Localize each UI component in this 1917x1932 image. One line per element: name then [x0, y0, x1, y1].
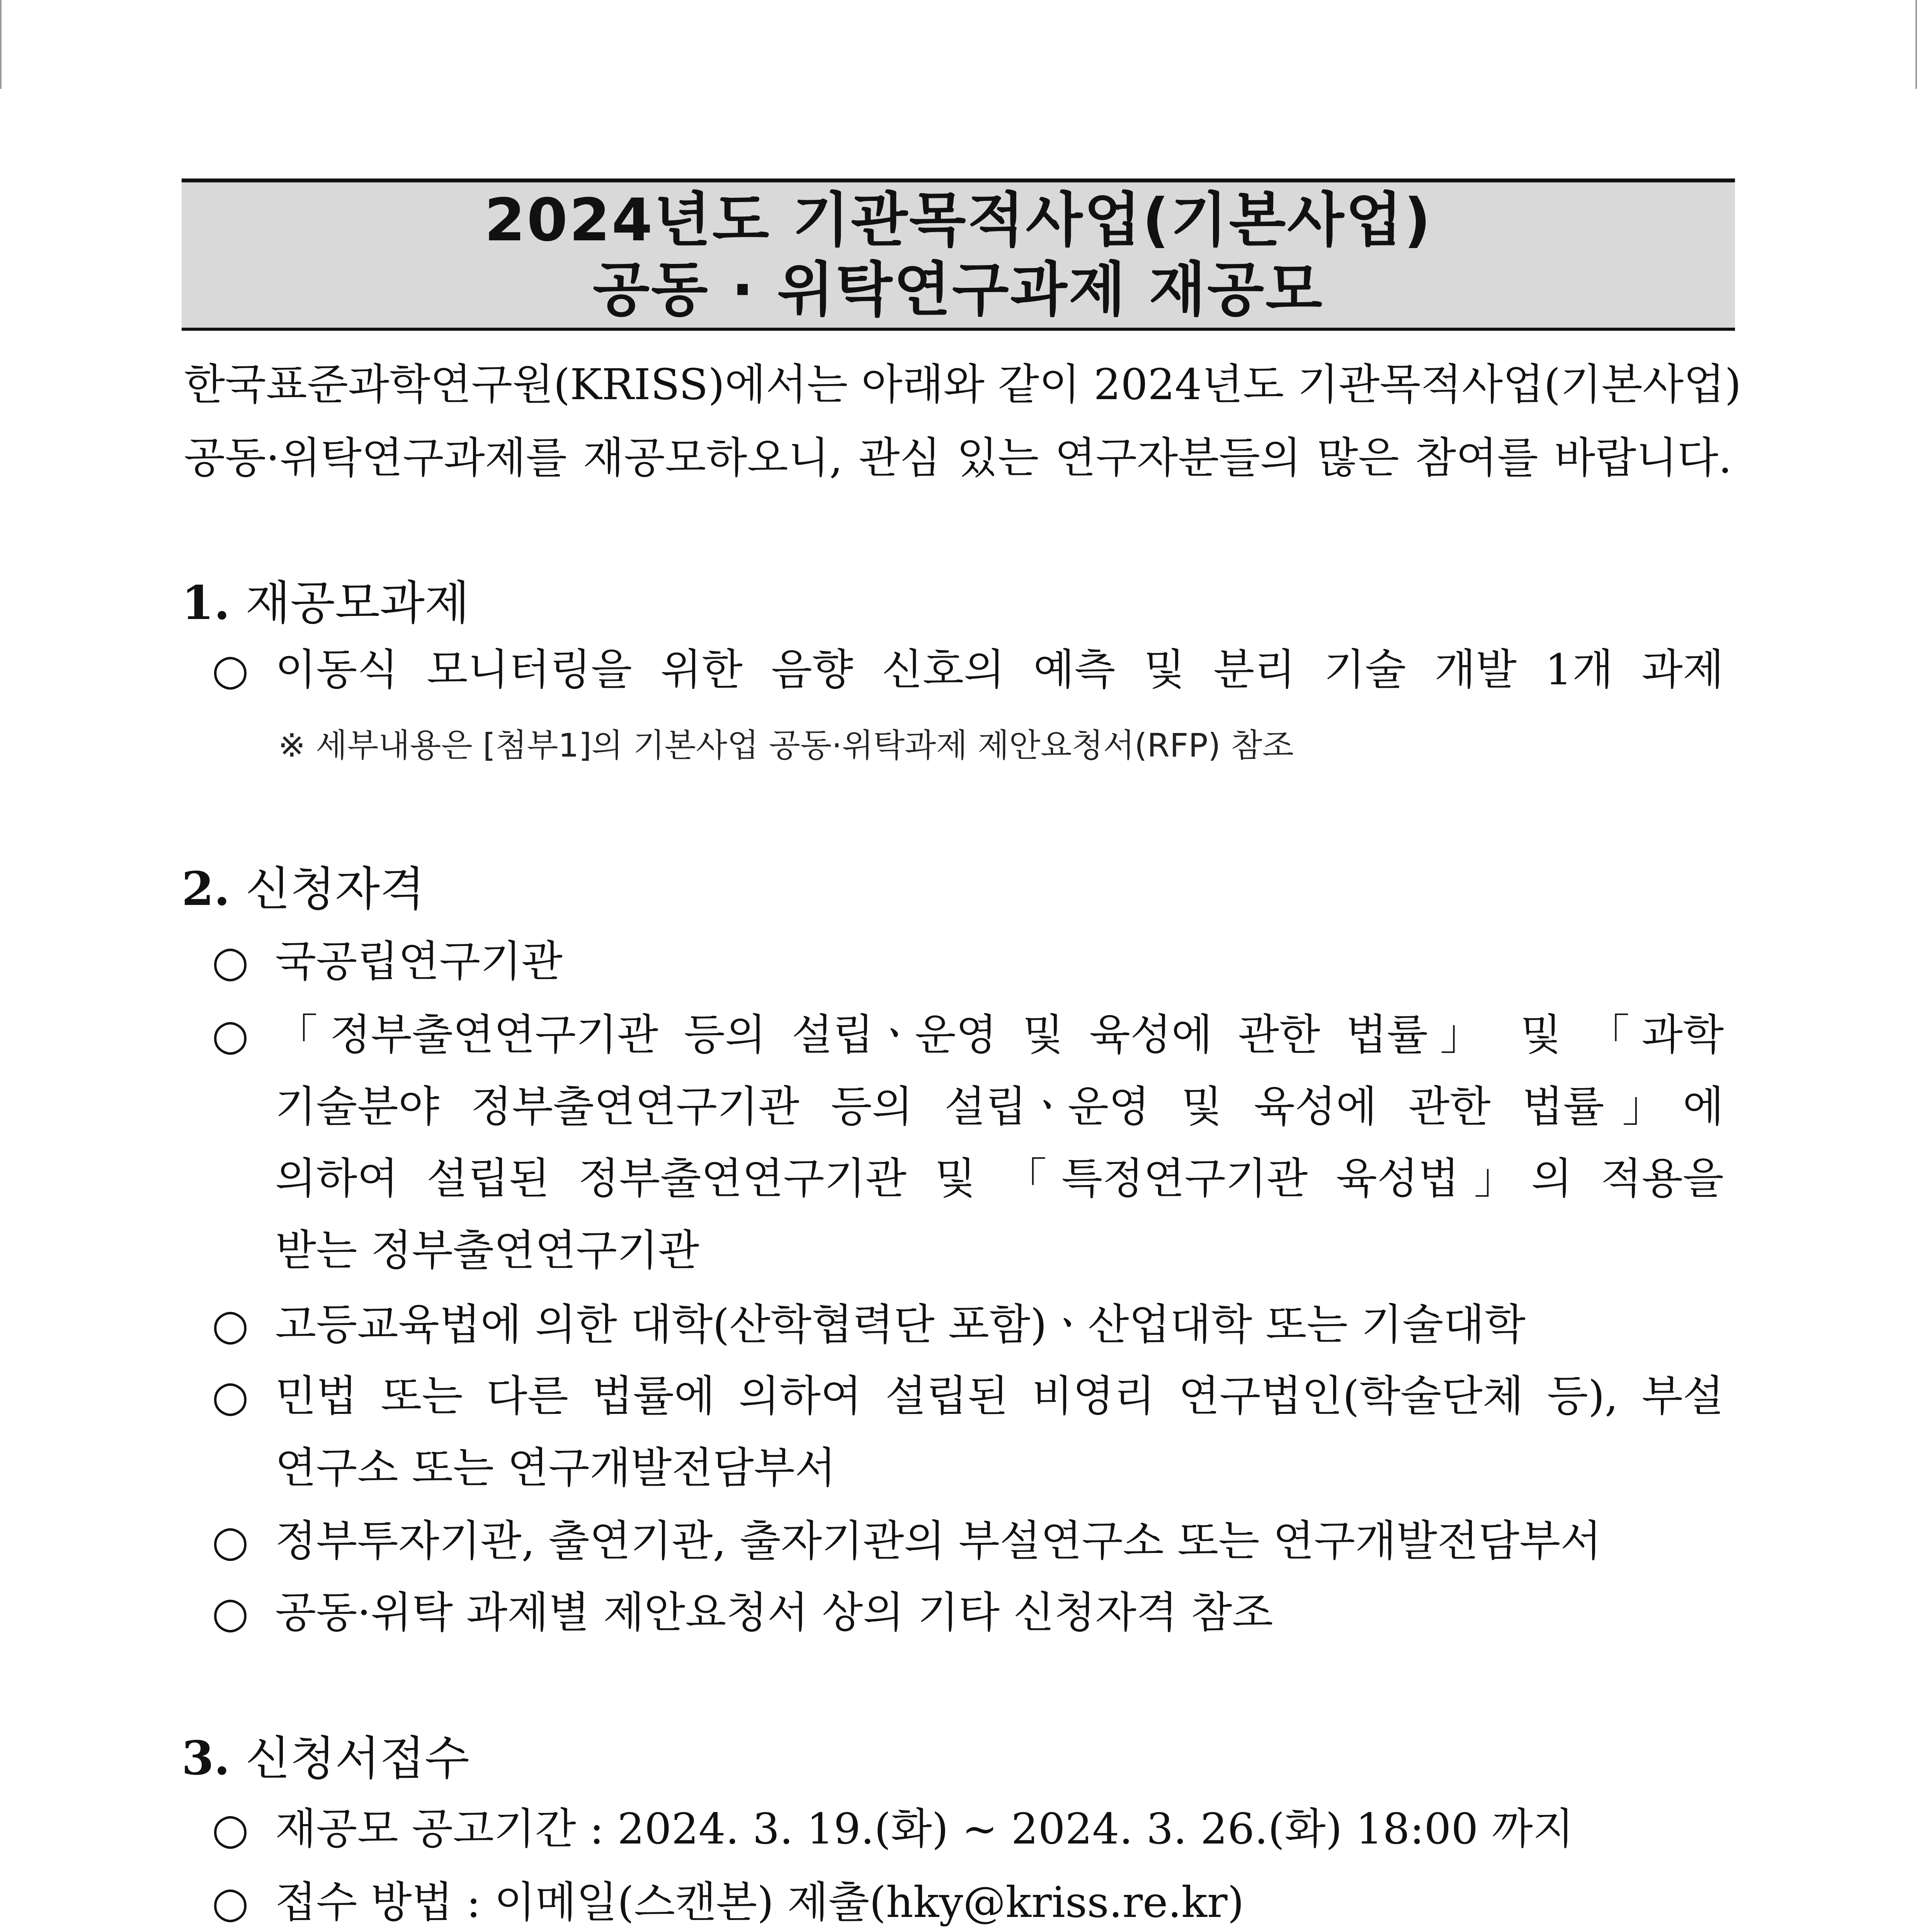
- section-1-note: ※ 세부내용은 [첨부1]의 기본사업 공동·위탁과제 제안요청서(RFP) 참조: [278, 726, 1294, 764]
- crop-mark-top-left: [0, 0, 2, 89]
- section-1-title: 재공모과제: [245, 577, 469, 630]
- section-2-item-3: ○ 고등교육법에 의한 대학(산학협력단 포함)ㆍ산업대학 또는 기술대학: [212, 1289, 1724, 1361]
- section-3-heading: [182, 1721, 469, 1788]
- bullet-circle: ○: [212, 1588, 249, 1637]
- section-2-title: 신청자격: [245, 862, 425, 916]
- bullet-circle: ○: [212, 937, 249, 986]
- bullet-circle: ○: [212, 1010, 249, 1060]
- section-3-number: 3.: [182, 1731, 230, 1786]
- section-2-item-5: ○ 정부투자기관, 출연기관, 출자기관의 부설연구소 또는 연구개발전담부서: [212, 1505, 1724, 1577]
- bullet-circle: ○: [212, 1300, 249, 1349]
- title-line-2: 공동 · 위탁연구과제 재공모: [593, 255, 1324, 324]
- section-2-item-1: ○ 국공립연구기관: [212, 925, 1724, 997]
- intro-paragraph: [184, 348, 1742, 495]
- section-2-item-4: ○ 민법 또는 다른 법률에 의하여 설립된 비영리 연구법인(학술단체 등), 부설 연구소 또는 연구개발전담부서: [212, 1360, 1724, 1504]
- intro-line-2: 공동·위탁연구과제를 재공모하오니, 관심 있는 연구자분들의 많은 참여를 바랍니다.: [184, 433, 1732, 483]
- section-1-heading: [182, 566, 469, 633]
- section-2-item-2: ○ 「정부출연연구기관 등의 설립ㆍ운영 및 육성에 관한 법률」 및 「과학 기술분야 정부출연연구기관 등의 설립ㆍ운영 및 육성에 관한 법률」에 의하여 설립된 정부출연연구기관 및 「특정연구기관 육성법」의 적용을 받는 정부출연연구기관: [212, 999, 1724, 1286]
- section-2-item-6: ○ 공동·위탁 과제별 제안요청서 상의 기타 신청자격 참조: [212, 1577, 1724, 1648]
- bullet-circle: ○: [212, 1804, 249, 1854]
- section-1-number: 1.: [182, 576, 230, 630]
- bullet-circle: ○: [212, 1878, 249, 1927]
- bullet-circle: ○: [212, 1371, 249, 1421]
- intro-line-1: 한국표준과학연구원(KRISS)에서는 아래와 같이 2024년도 기관목적사업(기본사업): [184, 360, 1742, 409]
- section-2-heading: [182, 852, 425, 918]
- title-line-1: 2024년도 기관목적사업(기본사업): [484, 186, 1432, 254]
- bullet-circle: ○: [212, 1516, 249, 1566]
- section-3-item-1: ○ 재공모 공고기간 : 2024. 3. 19.(화) ~ 2024. 3. 26.(화) 18:00 까지: [212, 1793, 1724, 1865]
- section-3-item-2: ○ 접수 방법 : 이메일(스캔본) 제출(hky@kriss.re.kr): [212, 1866, 1724, 1932]
- bullet-circle: ○: [212, 645, 249, 694]
- crop-mark-top-right: [1915, 0, 1917, 89]
- title-box: [182, 179, 1735, 331]
- section-3-title: 신청서접수: [245, 1732, 469, 1786]
- section-2-number: 2.: [182, 862, 230, 916]
- section-1-item-1: ○ 이동식 모니터링을 위한 음향 신호의 예측 및 분리 기술 개발 1개 과제: [212, 634, 1724, 706]
